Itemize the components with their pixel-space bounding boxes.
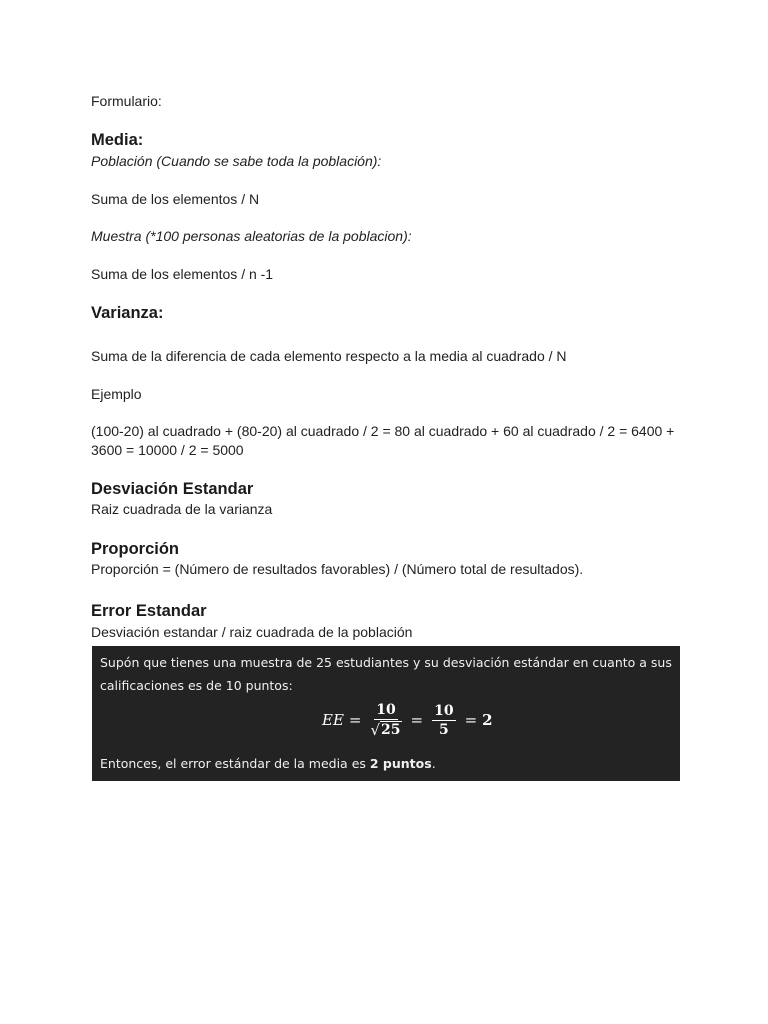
fraction-1-numerator: 10 [376,701,396,718]
standard-error-formula [322,698,493,742]
proporcion-heading: Proporción [91,540,180,558]
radicand: 25 [381,721,401,738]
square-root-icon: √ [370,720,381,739]
desviacion-definition: Raiz cuadrada de la varianza [91,501,273,517]
conclusion-prefix: Entonces, el error estándar de la media es [100,756,370,771]
fraction-2-numerator: 10 [434,702,454,719]
varianza-ejemplo-text: (100-20) al cuadrado + (80-20) al cuadrado / 2 = 80 al cuadrado + 60 al cuadrado / 2 = 6400 + 3600 = 10000 / 2 = 5000 [91,423,675,458]
varianza-heading: Varianza: [91,304,164,322]
varianza-definition: Suma de la diferencia de cada elemento respecto a la media al cuadrado / N [91,348,567,364]
formula-equals-2: = [410,711,424,729]
media-muestra-formula: Suma de los elementos / n -1 [91,266,274,282]
varianza-ejemplo-label: Ejemplo [91,386,142,402]
error-estandar-heading: Error Estandar [91,602,207,620]
media-poblacion-label: Población (Cuando se sabe toda la población): [91,153,382,169]
formula-result: 2 [482,711,493,729]
media-muestra-label: Muestra (*100 personas aleatorias de la poblacion): [91,228,412,244]
formulario-label: Formulario: [91,93,162,109]
media-poblacion-formula: Suma de los elementos / N [91,191,260,207]
formula-fraction-1 [370,702,401,739]
formula-lhs: EE [322,711,344,729]
media-heading: Media: [91,131,144,149]
error-estandar-example-box [92,646,680,781]
formula-fraction-2 [432,703,455,738]
formula-equals-1: = [348,711,362,729]
fraction-2-denominator: 5 [438,721,449,738]
example-conclusion [100,755,436,773]
formula-equals-3: = [464,711,478,729]
fraction-1-denominator [370,720,401,739]
conclusion-suffix: . [431,756,436,771]
example-intro: Supón que tienes una muestra de 25 estudiantes y su desviación estándar en cuanto a sus calificaciones es de 10 puntos: [100,655,672,693]
error-estandar-definition: Desviación estandar / raiz cuadrada de la población [91,624,413,640]
desviacion-heading: Desviación Estandar [91,480,254,498]
conclusion-bold: 2 puntos [369,756,432,771]
proporcion-definition: Proporción = (Número de resultados favorables) / (Número total de resultados). [91,561,584,577]
